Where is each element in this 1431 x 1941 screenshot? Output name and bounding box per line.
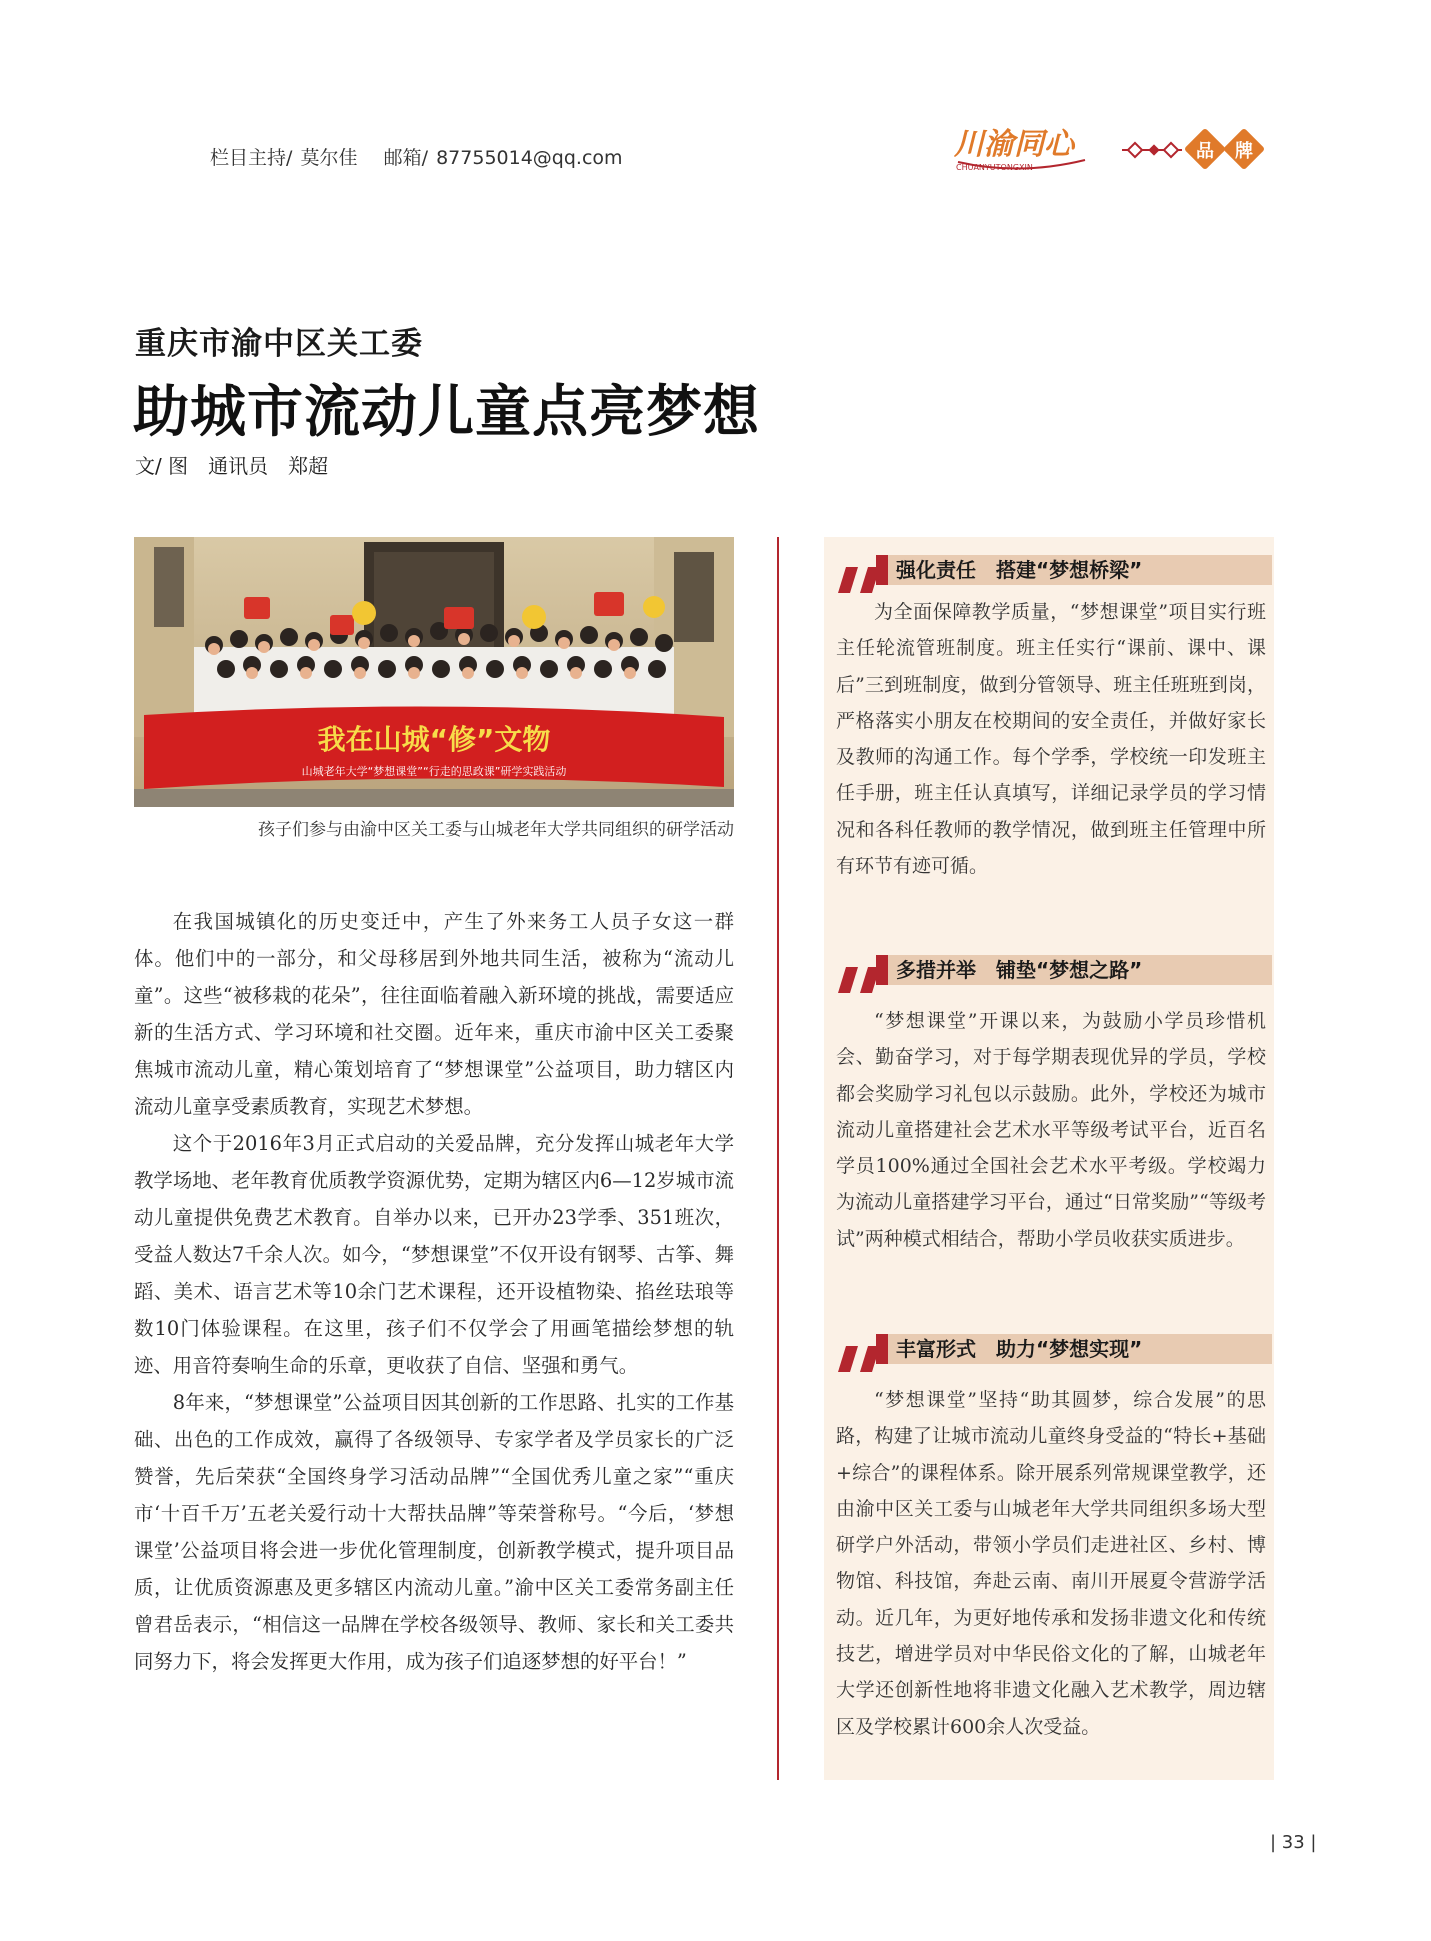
email-label: 邮箱/ — [383, 147, 429, 169]
section-body-1 — [836, 594, 1266, 884]
section-heading-2 — [836, 953, 1272, 985]
editor-name: 莫尔佳 — [300, 147, 358, 169]
banner-subtext: 山城老年大学“梦想课堂”“行走的思政课”研学实践活动 — [301, 765, 567, 778]
badge-pai-icon — [1223, 128, 1265, 170]
banner-text: 我在山城“修”文物 — [317, 723, 551, 756]
article-byline: 文/ 图 通讯员 郑超 — [135, 454, 329, 478]
section-title: 多措并举 铺垫“梦想之路” — [896, 958, 1143, 982]
photo-illustration — [134, 537, 734, 807]
quote-mark-icon — [836, 953, 888, 997]
column-host-info — [210, 143, 625, 170]
section-title: 丰富形式 助力“梦想实现” — [896, 1337, 1143, 1361]
logo-graphic — [950, 120, 1280, 180]
section-body-3 — [836, 1382, 1266, 1745]
quote-mark-icon — [836, 1332, 888, 1376]
body-paragraph: 这个于2016年3月正式启动的关爱品牌，充分发挥山城老年大学教学场地、老年教育优质教学资源优势，定期为辖区内6—12岁城市流动儿童提供免费艺术教育。自举办以来，已开办23学季、351班次，受益人数达7千余人次。如今，“梦想课堂”不仅开设有钢琴、古筝、舞蹈、美术、语言艺术等10余门艺术课程，还开设植物染、掐丝珐琅等数10门体验课程。在这里，孩子们不仅学会了用画笔描绘梦想的轨迹、用音符奏响生命的乐章，更收获了自信、坚强和勇气。 — [134, 1132, 734, 1377]
body-paragraph: 8年来，“梦想课堂”公益项目因其创新的工作思路、扎实的工作基础、出色的工作成效，赢得了各级领导、专家学者及学员家长的广泛赞誉，先后荣获“全国终身学习活动品牌”“全国优秀儿童之家”“重庆市‘十百千万’五老关爱行动十大帮扶品牌”等荣誉称号。“今后，‘梦想课堂’公益项目将会进一步优化管理制度，创新教学模式，提升项目品质，让优质资源惠及更多辖区内流动儿童。”渝中区关工委常务副主任曾君岳表示，“相信这一品牌在学校各级领导、教师、家长和关工委共同努力下，将会发挥更大作用，成为孩子们追逐梦想的好平台！” — [134, 1391, 734, 1673]
chuanyu-tongxin-logo — [950, 120, 1280, 180]
column-divider — [777, 537, 779, 1780]
logo-text: 川渝同心 — [954, 127, 1074, 162]
badge-pin-icon — [1184, 128, 1226, 170]
section-title: 强化责任 搭建“梦想桥梁” — [896, 558, 1143, 582]
badge-char-2: 牌 — [1235, 141, 1253, 162]
logo-subtext: CHUANYUTONGXIN — [956, 163, 1033, 172]
section-body-2 — [836, 1003, 1266, 1257]
section-text: “梦想课堂”坚持“助其圆梦，综合发展”的思路，构建了让城市流动儿童终身受益的“特长+基础+综合”的课程体系。除开展系列常规课堂教学，还由渝中区关工委与山城老年大学共同组织多场大型研学户外活动，带领小学员们走进社区、乡村、博物馆、科技馆，奔赴云南、南川开展夏令营游学活动。近几年，为更好地传承和发扬非遗文化和传统技艺，增进学员对中华民俗文化的了解，山城老年大学还创新性地将非遗文化融入艺术教学，周边辖区及学校累计600余人次受益。 — [836, 1389, 1266, 1738]
article-body — [134, 903, 734, 1680]
section-text: 为全面保障教学质量，“梦想课堂”项目实行班主任轮流管班制度。班主任实行“课前、课中、课后”三到班制度，做到分管领导、班主任班班到岗，严格落实小朋友在校期间的安全责任，并做好家长及教师的沟通工作。每个学季，学校统一印发班主任手册，班主任认真填写，详细记录学员的学习情况和各科任教师的教学情况，做到班主任管理中所有环节有迹可循。 — [836, 601, 1266, 878]
article-subhead: 重庆市渝中区关工委 — [135, 326, 423, 362]
section-heading-1 — [836, 553, 1272, 585]
page-number: | 33 | — [1270, 1832, 1317, 1853]
quote-mark-icon — [836, 553, 888, 597]
section-heading-3 — [836, 1332, 1272, 1364]
email-address: 87755014@qq.com — [436, 147, 623, 169]
article-title: 助城市流动儿童点亮梦想 — [133, 380, 760, 445]
badge-char-1: 品 — [1196, 141, 1214, 162]
photo-banner — [144, 706, 724, 789]
group-photo — [134, 537, 734, 807]
body-paragraph: 在我国城镇化的历史变迁中，产生了外来务工人员子女这一群体。他们中的一部分，和父母移居到外地共同生活，被称为“流动儿童”。这些“被移栽的花朵”，往往面临着融入新环境的挑战，需要适应新的生活方式、学习环境和社交圈。近年来，重庆市渝中区关工委聚焦城市流动儿童，精心策划培育了“梦想课堂”公益项目，助力辖区内流动儿童享受素质教育，实现艺术梦想。 — [134, 910, 734, 1118]
section-text: “梦想课堂”开课以来，为鼓励小学员珍惜机会、勤奋学习，对于每学期表现优异的学员，学校都会奖励学习礼包以示鼓励。此外，学校还为城市流动儿童搭建社会艺术水平等级考试平台，近百名学员100%通过全国社会艺术水平考级。学校竭力为流动儿童搭建学习平台，通过“日常奖励”“等级考试”两种模式相结合，帮助小学员收获实质进步。 — [836, 1010, 1266, 1250]
editor-label: 栏目主持/ — [210, 147, 293, 169]
photo-caption: 孩子们参与由渝中区关工委与山城老年大学共同组织的研学活动 — [258, 820, 734, 840]
